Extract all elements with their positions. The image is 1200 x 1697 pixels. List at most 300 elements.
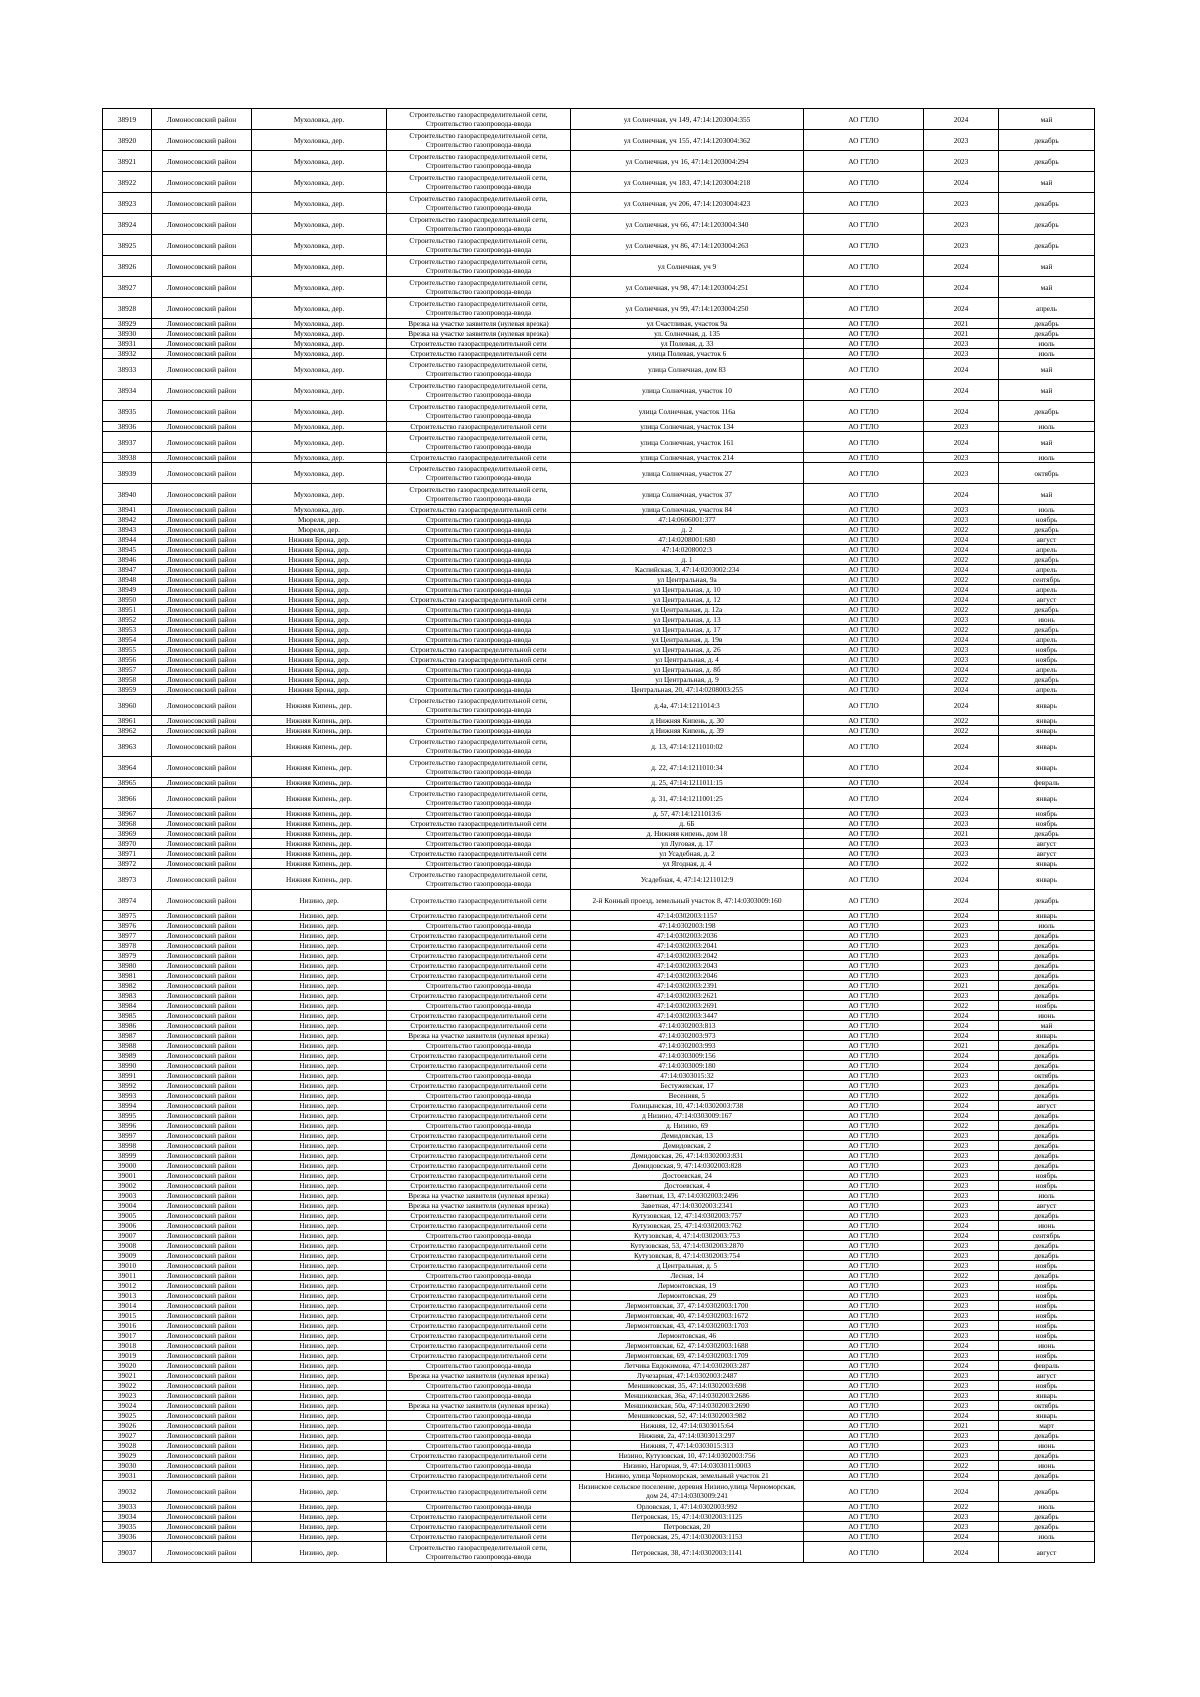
- address-cell: Нижняя, 12, 47:14:0303015:64: [571, 1421, 804, 1431]
- work-type-cell: Строительство газораспределительной сети, Строительство газопровода-ввода: [387, 788, 571, 809]
- table-row: [103, 716, 1095, 726]
- row-number-cell: 38944: [103, 535, 152, 545]
- table-row: [103, 298, 1095, 319]
- settlement-cell: Нижняя Брона, дер.: [252, 675, 387, 685]
- table-row: [103, 1261, 1095, 1271]
- row-number-cell: 38998: [103, 1141, 152, 1151]
- year-cell: 2024: [924, 1532, 999, 1542]
- address-cell: Усадебная, 4, 47:14:1211012:9: [571, 869, 804, 890]
- year-cell: 2024: [924, 298, 999, 319]
- work-type-cell: Строительство газораспределительной сети, Строительство газопровода-ввода: [387, 484, 571, 505]
- address-cell: 47:14:0302003:993: [571, 1041, 804, 1051]
- district-cell: Ломоносовский район: [152, 1151, 252, 1161]
- district-cell: Ломоносовский район: [152, 1011, 252, 1021]
- settlement-cell: Низино, дер.: [252, 1281, 387, 1291]
- district-cell: Ломоносовский район: [152, 1241, 252, 1251]
- settlement-cell: Нижняя Кипень, дер.: [252, 829, 387, 839]
- district-cell: Ломоносовский район: [152, 515, 252, 525]
- month-cell: май: [999, 172, 1095, 193]
- settlement-cell: Низино, дер.: [252, 911, 387, 921]
- month-cell: июль: [999, 921, 1095, 931]
- row-number-cell: 38942: [103, 515, 152, 525]
- year-cell: 2022: [924, 1001, 999, 1011]
- address-cell: ул Центральная, д. 4: [571, 655, 804, 665]
- organization-cell: АО ГТЛО: [804, 1391, 924, 1401]
- work-type-cell: Строительство газопровода-ввода: [387, 1441, 571, 1451]
- month-cell: январь: [999, 869, 1095, 890]
- table-row: [103, 193, 1095, 214]
- address-cell: Лучезарная, 47:14:0302003:2487: [571, 1371, 804, 1381]
- table-row: [103, 809, 1095, 819]
- address-cell: 47:14:0606001:377: [571, 515, 804, 525]
- organization-cell: АО ГТЛО: [804, 235, 924, 256]
- row-number-cell: 39017: [103, 1331, 152, 1341]
- year-cell: 2024: [924, 109, 999, 130]
- work-type-cell: Строительство газопровода-ввода: [387, 1381, 571, 1391]
- address-cell: ул Счастливая, участок 9а: [571, 319, 804, 329]
- table-row: [103, 545, 1095, 555]
- work-type-cell: Строительство газораспределительной сети: [387, 1451, 571, 1461]
- work-type-cell: Строительство газопровода-ввода: [387, 545, 571, 555]
- row-number-cell: 38985: [103, 1011, 152, 1021]
- settlement-cell: Низино, дер.: [252, 1011, 387, 1021]
- month-cell: апрель: [999, 685, 1095, 695]
- work-type-cell: Строительство газораспределительной сети: [387, 1301, 571, 1311]
- organization-cell: АО ГТЛО: [804, 1051, 924, 1061]
- district-cell: Ломоносовский район: [152, 1141, 252, 1151]
- table-row: [103, 1271, 1095, 1281]
- organization-cell: АО ГТЛО: [804, 716, 924, 726]
- row-number-cell: 38995: [103, 1111, 152, 1121]
- address-cell: Лермонтовская, 19: [571, 1281, 804, 1291]
- address-cell: Кутузовская, 8, 47:14:0302003:754: [571, 1251, 804, 1261]
- work-type-cell: Строительство газораспределительной сети: [387, 1532, 571, 1542]
- address-cell: ул Солнечная, уч 155, 47:14:1203004:362: [571, 130, 804, 151]
- district-cell: Ломоносовский район: [152, 214, 252, 235]
- district-cell: Ломоносовский район: [152, 1181, 252, 1191]
- district-cell: Ломоносовский район: [152, 235, 252, 256]
- table-row: [103, 1371, 1095, 1381]
- settlement-cell: Низино, дер.: [252, 1091, 387, 1101]
- month-cell: декабрь: [999, 1151, 1095, 1161]
- address-cell: Низино, улица Черноморская, земельный участок 21: [571, 1471, 804, 1481]
- work-type-cell: Строительство газораспределительной сети: [387, 1311, 571, 1321]
- work-type-cell: Строительство газопровода-ввода: [387, 605, 571, 615]
- year-cell: 2024: [924, 1031, 999, 1041]
- month-cell: август: [999, 595, 1095, 605]
- organization-cell: АО ГТЛО: [804, 359, 924, 380]
- settlement-cell: Низино, дер.: [252, 1161, 387, 1171]
- settlement-cell: Нижняя Брона, дер.: [252, 665, 387, 675]
- district-cell: Ломоносовский район: [152, 675, 252, 685]
- table-row: [103, 1171, 1095, 1181]
- table-row: [103, 921, 1095, 931]
- organization-cell: АО ГТЛО: [804, 1421, 924, 1431]
- table-row: [103, 1091, 1095, 1101]
- row-number-cell: 38972: [103, 859, 152, 869]
- year-cell: 2024: [924, 595, 999, 605]
- address-cell: Кутузовская, 4, 47:14:0302003:753: [571, 1231, 804, 1241]
- organization-cell: АО ГТЛО: [804, 991, 924, 1001]
- organization-cell: АО ГТЛО: [804, 726, 924, 736]
- row-number-cell: 39005: [103, 1211, 152, 1221]
- row-number-cell: 38976: [103, 921, 152, 931]
- district-cell: Ломоносовский район: [152, 193, 252, 214]
- work-type-cell: Строительство газопровода-ввода: [387, 515, 571, 525]
- year-cell: 2024: [924, 1411, 999, 1421]
- row-number-cell: 39003: [103, 1191, 152, 1201]
- work-type-cell: Строительство газораспределительной сети, Строительство газопровода-ввода: [387, 432, 571, 453]
- organization-cell: АО ГТЛО: [804, 829, 924, 839]
- table-row: [103, 665, 1095, 675]
- settlement-cell: Низино, дер.: [252, 1431, 387, 1441]
- month-cell: январь: [999, 911, 1095, 921]
- address-cell: Лермонтовская, 62, 47:14:0302003:1688: [571, 1341, 804, 1351]
- year-cell: 2023: [924, 615, 999, 625]
- month-cell: декабрь: [999, 1471, 1095, 1481]
- settlement-cell: Нижняя Кипень, дер.: [252, 869, 387, 890]
- work-type-cell: Строительство газораспределительной сети: [387, 1111, 571, 1121]
- month-cell: ноябрь: [999, 515, 1095, 525]
- district-cell: Ломоносовский район: [152, 1381, 252, 1391]
- table-row: [103, 1041, 1095, 1051]
- year-cell: 2023: [924, 1512, 999, 1522]
- settlement-cell: Низино, дер.: [252, 1301, 387, 1311]
- year-cell: 2023: [924, 1211, 999, 1221]
- year-cell: 2022: [924, 859, 999, 869]
- settlement-cell: Мухоловка, дер.: [252, 339, 387, 349]
- settlement-cell: Мухоловка, дер.: [252, 130, 387, 151]
- address-cell: 47:14:0302003:2041: [571, 941, 804, 951]
- table-row: [103, 1001, 1095, 1011]
- district-cell: Ломоносовский район: [152, 1001, 252, 1011]
- work-type-cell: Строительство газораспределительной сети, Строительство газопровода-ввода: [387, 401, 571, 422]
- settlement-cell: Нижняя Кипень, дер.: [252, 849, 387, 859]
- row-number-cell: 38968: [103, 819, 152, 829]
- year-cell: 2023: [924, 349, 999, 359]
- row-number-cell: 39012: [103, 1281, 152, 1291]
- address-cell: д. 57, 47:14:1211013:6: [571, 809, 804, 819]
- row-number-cell: 38931: [103, 339, 152, 349]
- organization-cell: АО ГТЛО: [804, 645, 924, 655]
- district-cell: Ломоносовский район: [152, 1411, 252, 1421]
- row-number-cell: 38999: [103, 1151, 152, 1161]
- year-cell: 2023: [924, 1281, 999, 1291]
- row-number-cell: 39020: [103, 1361, 152, 1371]
- table-row: [103, 788, 1095, 809]
- organization-cell: АО ГТЛО: [804, 319, 924, 329]
- address-cell: Низино, Кутузовская, 10, 47:14:0302003:756: [571, 1451, 804, 1461]
- district-cell: Ломоносовский район: [152, 625, 252, 635]
- district-cell: Ломоносовский район: [152, 1471, 252, 1481]
- row-number-cell: 38960: [103, 695, 152, 716]
- row-number-cell: 39037: [103, 1542, 152, 1563]
- district-cell: Ломоносовский район: [152, 1071, 252, 1081]
- month-cell: июнь: [999, 1011, 1095, 1021]
- address-cell: Центральная, 20, 47:14:0208003:255: [571, 685, 804, 695]
- work-type-cell: Строительство газораспределительной сети: [387, 453, 571, 463]
- organization-cell: АО ГТЛО: [804, 1131, 924, 1141]
- table-row: [103, 778, 1095, 788]
- organization-cell: АО ГТЛО: [804, 1331, 924, 1341]
- work-type-cell: Строительство газопровода-ввода: [387, 665, 571, 675]
- row-number-cell: 38926: [103, 256, 152, 277]
- month-cell: декабрь: [999, 675, 1095, 685]
- month-cell: декабрь: [999, 951, 1095, 961]
- month-cell: декабрь: [999, 525, 1095, 535]
- work-type-cell: Строительство газораспределительной сети: [387, 1051, 571, 1061]
- table-row: [103, 625, 1095, 635]
- work-type-cell: Строительство газораспределительной сети: [387, 422, 571, 432]
- table-row: [103, 1301, 1095, 1311]
- address-cell: улица Солнечная, участок 37: [571, 484, 804, 505]
- table-row: [103, 736, 1095, 757]
- table-row: [103, 1111, 1095, 1121]
- table-row: [103, 277, 1095, 298]
- work-type-cell: Строительство газораспределительной сети, Строительство газопровода-ввода: [387, 277, 571, 298]
- year-cell: 2023: [924, 339, 999, 349]
- district-cell: Ломоносовский район: [152, 757, 252, 778]
- address-cell: Кутузовская, 12, 47:14:0302003:757: [571, 1211, 804, 1221]
- year-cell: 2024: [924, 757, 999, 778]
- settlement-cell: Низино, дер.: [252, 1181, 387, 1191]
- district-cell: Ломоносовский район: [152, 665, 252, 675]
- year-cell: 2023: [924, 1311, 999, 1321]
- row-number-cell: 38954: [103, 635, 152, 645]
- district-cell: Ломоносовский район: [152, 1131, 252, 1141]
- work-type-cell: Строительство газопровода-ввода: [387, 535, 571, 545]
- table-row: [103, 172, 1095, 193]
- organization-cell: АО ГТЛО: [804, 1001, 924, 1011]
- organization-cell: АО ГТЛО: [804, 1481, 924, 1502]
- work-type-cell: Строительство газопровода-ввода: [387, 1411, 571, 1421]
- month-cell: октябрь: [999, 463, 1095, 484]
- table-row: [103, 869, 1095, 890]
- settlement-cell: Нижняя Брона, дер.: [252, 615, 387, 625]
- work-type-cell: Строительство газопровода-ввода: [387, 921, 571, 931]
- row-number-cell: 38979: [103, 951, 152, 961]
- month-cell: май: [999, 109, 1095, 130]
- month-cell: июль: [999, 1502, 1095, 1512]
- work-type-cell: Строительство газораспределительной сети: [387, 1131, 571, 1141]
- month-cell: июнь: [999, 615, 1095, 625]
- settlement-cell: Низино, дер.: [252, 1081, 387, 1091]
- address-cell: 47:14:0302003:2046: [571, 971, 804, 981]
- document-sheet: [102, 108, 1094, 1563]
- settlement-cell: Нижняя Кипень, дер.: [252, 819, 387, 829]
- address-cell: улица Полевая, участок 6: [571, 349, 804, 359]
- settlement-cell: Низино, дер.: [252, 1522, 387, 1532]
- address-cell: д. 6Б: [571, 819, 804, 829]
- work-type-cell: Строительство газопровода-ввода: [387, 1431, 571, 1441]
- month-cell: июль: [999, 422, 1095, 432]
- year-cell: 2024: [924, 484, 999, 505]
- work-type-cell: Строительство газораспределительной сети: [387, 1011, 571, 1021]
- settlement-cell: Низино, дер.: [252, 1401, 387, 1411]
- table-row: [103, 535, 1095, 545]
- row-number-cell: 38970: [103, 839, 152, 849]
- address-cell: Демидовская, 9, 47:14:0302003:828: [571, 1161, 804, 1171]
- organization-cell: АО ГТЛО: [804, 961, 924, 971]
- table-row: [103, 235, 1095, 256]
- year-cell: 2022: [924, 1502, 999, 1512]
- address-cell: Каспийская, 3, 47:14:0203002:234: [571, 565, 804, 575]
- work-type-cell: Строительство газораспределительной сети: [387, 1211, 571, 1221]
- work-type-cell: Строительство газораспределительной сети: [387, 1522, 571, 1532]
- organization-cell: АО ГТЛО: [804, 890, 924, 911]
- organization-cell: АО ГТЛО: [804, 193, 924, 214]
- month-cell: июль: [999, 349, 1095, 359]
- table-row: [103, 675, 1095, 685]
- row-number-cell: 38927: [103, 277, 152, 298]
- work-type-cell: Строительство газопровода-ввода: [387, 1421, 571, 1431]
- year-cell: 2023: [924, 1391, 999, 1401]
- settlement-cell: Низино, дер.: [252, 1361, 387, 1371]
- month-cell: июнь: [999, 1461, 1095, 1471]
- settlement-cell: Низино, дер.: [252, 1121, 387, 1131]
- district-cell: Ломоносовский район: [152, 453, 252, 463]
- organization-cell: АО ГТЛО: [804, 1201, 924, 1211]
- organization-cell: АО ГТЛО: [804, 941, 924, 951]
- year-cell: 2022: [924, 575, 999, 585]
- address-cell: 2-й Конный проезд, земельный участок 8, 47:14:0303009:160: [571, 890, 804, 911]
- table-row: [103, 525, 1095, 535]
- row-number-cell: 38986: [103, 1021, 152, 1031]
- table-row: [103, 961, 1095, 971]
- settlement-cell: Нижняя Брона, дер.: [252, 535, 387, 545]
- year-cell: 2023: [924, 1381, 999, 1391]
- district-cell: Ломоносовский район: [152, 298, 252, 319]
- work-type-cell: Строительство газораспределительной сети: [387, 941, 571, 951]
- work-type-cell: Строительство газопровода-ввода: [387, 625, 571, 635]
- month-cell: август: [999, 1371, 1095, 1381]
- row-number-cell: 38961: [103, 716, 152, 726]
- district-cell: Ломоносовский район: [152, 484, 252, 505]
- district-cell: Ломоносовский район: [152, 961, 252, 971]
- month-cell: декабрь: [999, 1271, 1095, 1281]
- settlement-cell: Низино, дер.: [252, 1031, 387, 1041]
- settlement-cell: Низино, дер.: [252, 1441, 387, 1451]
- settlement-cell: Низино, дер.: [252, 1251, 387, 1261]
- work-type-cell: Строительство газораспределительной сети: [387, 951, 571, 961]
- organization-cell: АО ГТЛО: [804, 859, 924, 869]
- work-type-cell: Строительство газораспределительной сети: [387, 911, 571, 921]
- table-row: [103, 1451, 1095, 1461]
- organization-cell: АО ГТЛО: [804, 595, 924, 605]
- work-type-cell: Строительство газопровода-ввода: [387, 525, 571, 535]
- district-cell: Ломоносовский район: [152, 931, 252, 941]
- table-row: [103, 453, 1095, 463]
- settlement-cell: Низино, дер.: [252, 1311, 387, 1321]
- month-cell: ноябрь: [999, 1301, 1095, 1311]
- district-cell: Ломоносовский район: [152, 565, 252, 575]
- row-number-cell: 38937: [103, 432, 152, 453]
- year-cell: 2021: [924, 1421, 999, 1431]
- year-cell: 2023: [924, 921, 999, 931]
- address-cell: д Центральная, д. 5: [571, 1261, 804, 1271]
- row-number-cell: 39006: [103, 1221, 152, 1231]
- district-cell: Ломоносовский район: [152, 1251, 252, 1261]
- month-cell: июнь: [999, 1441, 1095, 1451]
- district-cell: Ломоносовский район: [152, 1051, 252, 1061]
- year-cell: 2023: [924, 1522, 999, 1532]
- address-cell: 47:14:0302003:2043: [571, 961, 804, 971]
- organization-cell: АО ГТЛО: [804, 1041, 924, 1051]
- table-row: [103, 1421, 1095, 1431]
- year-cell: 2021: [924, 329, 999, 339]
- work-type-cell: Строительство газопровода-ввода: [387, 1121, 571, 1131]
- row-number-cell: 38955: [103, 645, 152, 655]
- row-number-cell: 38983: [103, 991, 152, 1001]
- year-cell: 2023: [924, 1441, 999, 1451]
- month-cell: ноябрь: [999, 1281, 1095, 1291]
- work-type-cell: Строительство газораспределительной сети: [387, 1261, 571, 1271]
- row-number-cell: 38956: [103, 655, 152, 665]
- district-cell: Ломоносовский район: [152, 401, 252, 422]
- organization-cell: АО ГТЛО: [804, 349, 924, 359]
- table-row: [103, 595, 1095, 605]
- month-cell: декабрь: [999, 1061, 1095, 1071]
- month-cell: ноябрь: [999, 1291, 1095, 1301]
- month-cell: декабрь: [999, 1241, 1095, 1251]
- year-cell: 2023: [924, 941, 999, 951]
- district-cell: Ломоносовский район: [152, 1261, 252, 1271]
- month-cell: январь: [999, 1031, 1095, 1041]
- row-number-cell: 38987: [103, 1031, 152, 1041]
- work-type-cell: Строительство газораспределительной сети: [387, 1291, 571, 1301]
- address-cell: д. 1: [571, 555, 804, 565]
- month-cell: август: [999, 1201, 1095, 1211]
- address-cell: Демидовская, 2: [571, 1141, 804, 1151]
- settlement-cell: Мюреля, дер.: [252, 525, 387, 535]
- row-number-cell: 38996: [103, 1121, 152, 1131]
- row-number-cell: 39021: [103, 1371, 152, 1381]
- month-cell: декабрь: [999, 555, 1095, 565]
- table-row: [103, 1461, 1095, 1471]
- district-cell: Ломоносовский район: [152, 525, 252, 535]
- work-type-cell: Строительство газораспределительной сети: [387, 339, 571, 349]
- row-number-cell: 38923: [103, 193, 152, 214]
- year-cell: 2024: [924, 1061, 999, 1071]
- address-cell: Меншиковская, 35, 47:14:0302003:698: [571, 1381, 804, 1391]
- row-number-cell: 38975: [103, 911, 152, 921]
- row-number-cell: 38950: [103, 595, 152, 605]
- district-cell: Ломоносовский район: [152, 329, 252, 339]
- organization-cell: АО ГТЛО: [804, 1241, 924, 1251]
- table-row: [103, 1522, 1095, 1532]
- district-cell: Ломоносовский район: [152, 1321, 252, 1331]
- year-cell: 2024: [924, 1361, 999, 1371]
- settlement-cell: Мухоловка, дер.: [252, 172, 387, 193]
- organization-cell: АО ГТЛО: [804, 635, 924, 645]
- settlement-cell: Нижняя Брона, дер.: [252, 685, 387, 695]
- year-cell: 2024: [924, 778, 999, 788]
- year-cell: 2023: [924, 505, 999, 515]
- settlement-cell: Мухоловка, дер.: [252, 193, 387, 214]
- row-number-cell: 38997: [103, 1131, 152, 1141]
- settlement-cell: Мухоловка, дер.: [252, 256, 387, 277]
- year-cell: 2022: [924, 625, 999, 635]
- settlement-cell: Мухоловка, дер.: [252, 151, 387, 172]
- work-type-cell: Строительство газораспределительной сети: [387, 1101, 571, 1111]
- settlement-cell: Низино, дер.: [252, 1061, 387, 1071]
- district-cell: Ломоносовский район: [152, 109, 252, 130]
- table-row: [103, 1481, 1095, 1502]
- year-cell: 2022: [924, 726, 999, 736]
- address-cell: Петровская, 38, 47:14:0302003:1141: [571, 1542, 804, 1563]
- year-cell: 2024: [924, 1011, 999, 1021]
- district-cell: Ломоносовский район: [152, 1271, 252, 1281]
